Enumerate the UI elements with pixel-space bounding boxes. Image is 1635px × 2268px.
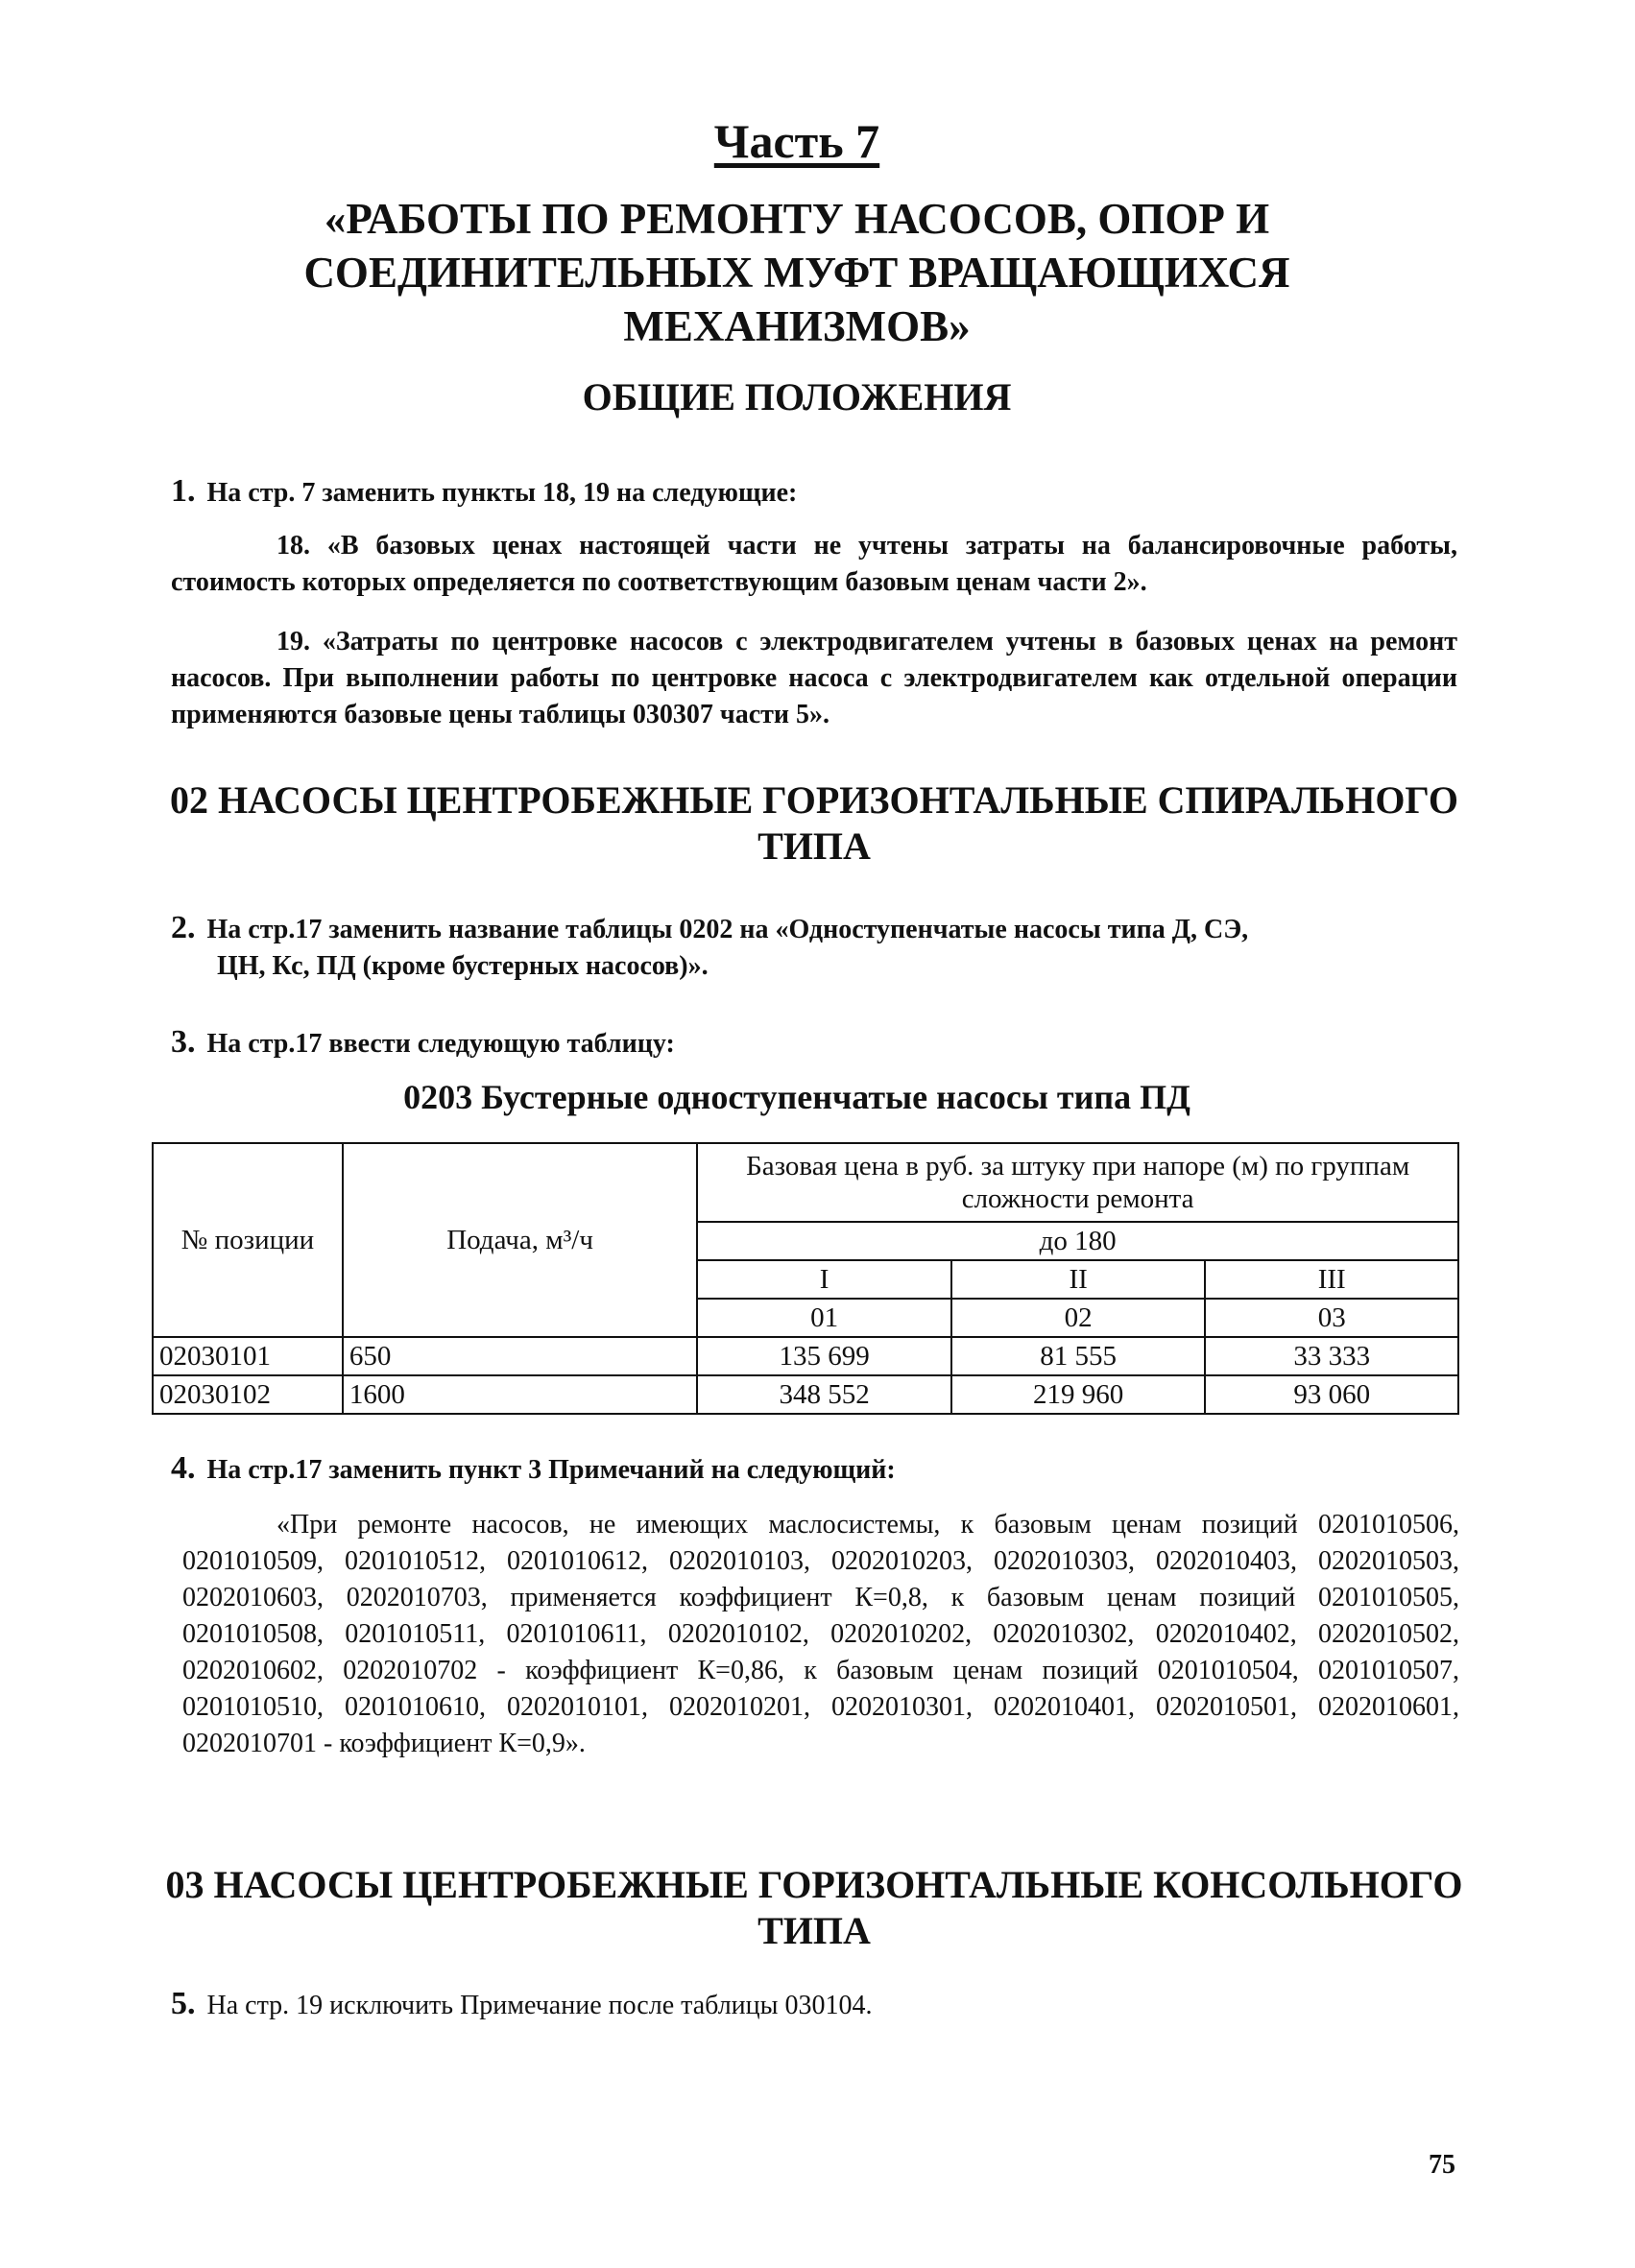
part-title: Часть 7 <box>713 114 880 168</box>
item-text: ЦН, Кс, ПД (кроме бустерных насосов)». <box>217 951 709 981</box>
paragraph-18: 18. «В базовых ценах настоящей части не учтены затраты на балансировочные работы, стоимость которых определяется по соответствующим базовым ценам части 2». <box>171 531 1457 597</box>
section-02-heading <box>161 777 1467 870</box>
item-text: На стр.17 заменить пункт 3 Примечаний на следующий: <box>206 1455 896 1485</box>
cell-price: 348 552 <box>697 1375 951 1414</box>
header-code: 02 <box>951 1299 1206 1337</box>
main-title-line: «РАБОТЫ ПО РЕМОНТУ НАСОСОВ, ОПОР И <box>324 195 1270 243</box>
table-row <box>153 1337 1458 1375</box>
item-number: 5. <box>171 1986 196 2021</box>
item-5 <box>171 1987 1457 2023</box>
item-3 <box>171 1025 1457 1062</box>
header-group: III <box>1205 1260 1458 1299</box>
cell-price: 93 060 <box>1205 1375 1458 1414</box>
item-2 <box>171 910 1457 985</box>
header-position: № позиции <box>153 1143 343 1337</box>
item-number: 2. <box>171 910 196 945</box>
page-number: 75 <box>1429 2150 1455 2180</box>
section-title-line: НАСОСЫ ЦЕНТРОБЕЖНЫЕ ГОРИЗОНТАЛЬНЫЕ СПИРАЛЬНОГО <box>217 778 1458 822</box>
section-title-line: НАСОСЫ ЦЕНТРОБЕЖНЫЕ ГОРИЗОНТАЛЬНЫЕ КОНСОЛЬНОГО <box>213 1863 1463 1906</box>
cell-flow: 1600 <box>343 1375 697 1414</box>
main-title <box>0 192 1594 353</box>
table-row <box>153 1375 1458 1414</box>
cell-position: 02030102 <box>153 1375 343 1414</box>
item-text: На стр. 7 заменить пункты 18, 19 на следующие: <box>206 478 798 508</box>
cell-price: 219 960 <box>951 1375 1206 1414</box>
note-paragraph: «При ремонте насосов, не имеющих маслосистемы, к базовым ценам позиций 0201010506, 0201010509, 0201010512, 0201010612, 0202010103, 0202010203, 0202010303, 0202010403, 0202010503, 0202010603, 0202010703, применяется коэффициент К=0,8, к базовым ценам позиций 0201010505, 0201010508, 0201010511, 0201010611, 0202010102, 0202010202, 0202010302, 0202010402, 0202010502, 0202010602, 0202010702 - коэффициент К=0,86, к базовым ценам позиций 0201010504, 0201010507, 0201010510, 0201010610, 0202010101, 0202010201, 0202010301, 0202010401, 0202010501, 0202010601, 0202010701 - коэффициент К=0,9». <box>182 1510 1459 1758</box>
item-number: 4. <box>171 1450 196 1486</box>
header-flow: Подача, м³/ч <box>343 1143 697 1337</box>
main-title-line: МЕХАНИЗМОВ» <box>623 302 971 350</box>
section-number: 03 <box>165 1863 204 1906</box>
header-group: I <box>697 1260 951 1299</box>
cell-price: 135 699 <box>697 1337 951 1375</box>
header-group: II <box>951 1260 1206 1299</box>
general-provisions-heading: ОБЩИЕ ПОЛОЖЕНИЯ <box>582 375 1012 418</box>
cell-flow: 650 <box>343 1337 697 1375</box>
item-number: 3. <box>171 1024 196 1060</box>
item-text: На стр. 19 исключить Примечание после таблицы 030104. <box>206 1991 873 2020</box>
item-1 <box>171 474 1457 511</box>
item-4 <box>171 1451 1457 1488</box>
header-range: до 180 <box>697 1222 1458 1260</box>
cell-price: 33 333 <box>1205 1337 1458 1375</box>
item-text: На стр.17 заменить название таблицы 0202 на «Одноступенчатые насосы типа Д, СЭ, <box>206 915 1249 944</box>
item-number: 1. <box>171 473 196 509</box>
cell-price: 81 555 <box>951 1337 1206 1375</box>
section-number: 02 <box>169 778 208 822</box>
cell-position: 02030101 <box>153 1337 343 1375</box>
header-code: 03 <box>1205 1299 1458 1337</box>
section-title-line: ТИПА <box>757 1909 871 1952</box>
table-title: 0203 Бустерные одноступенчатые насосы типа ПД <box>403 1078 1190 1116</box>
note-text <box>182 1507 1459 1762</box>
header-code: 01 <box>697 1299 951 1337</box>
header-price: Базовая цена в руб. за штуку при напоре (м) по группам сложности ремонта <box>697 1143 1458 1222</box>
section-03-heading <box>161 1862 1467 1954</box>
item-text: На стр.17 ввести следующую таблицу: <box>206 1029 675 1059</box>
price-table <box>152 1142 1459 1415</box>
section-title-line: ТИПА <box>757 824 871 868</box>
paragraph-19: 19. «Затраты по центровке насосов с электродвигателем учтены в базовых ценах на ремонт насосов. При выполнении работы по центровке насоса с электродвигателем как отдельной операции применяются базовые цены таблицы 030307 части 5». <box>171 627 1457 729</box>
main-title-line: СОЕДИНИТЕЛЬНЫХ МУФТ ВРАЩАЮЩИХСЯ <box>303 249 1290 297</box>
